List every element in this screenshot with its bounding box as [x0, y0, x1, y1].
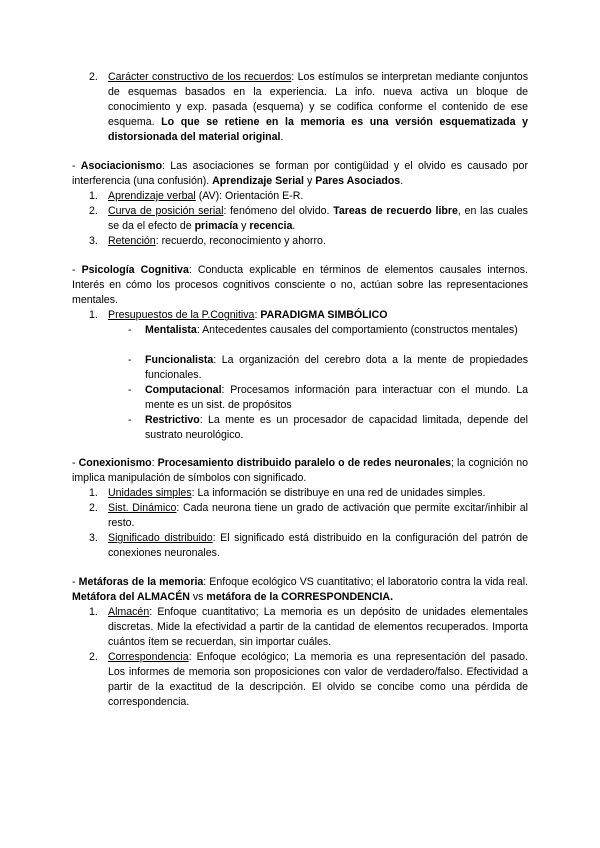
sub-item-title: Mentalista [145, 324, 197, 336]
item-bold: primacía [194, 220, 239, 232]
list-number: 1. [89, 487, 98, 499]
list-item [108, 650, 528, 710]
list-number: 2. [89, 71, 98, 83]
section-psicologia-cognitiva [72, 263, 528, 308]
list-number: 3. [89, 235, 98, 247]
item-bold: PARADIGMA SIMBÓLICO [260, 309, 388, 321]
item-title: Presupuestos de la P.Cognitiva [108, 309, 255, 321]
list-item [108, 531, 528, 561]
section-bold: metáfora de la CORRESPONDENCIA. [206, 591, 394, 603]
item-text: . [292, 220, 296, 232]
list-number: 1. [89, 190, 98, 202]
section-title: Psicología Cognitiva [81, 264, 189, 276]
item-text: (AV): Orientación E-R. [195, 190, 304, 202]
section-text: y [304, 175, 316, 187]
item-title: Significado distribuido [108, 532, 213, 544]
list-number: 1. [89, 309, 98, 321]
bullet-dash: - [128, 384, 132, 396]
item-title: Correspondencia [108, 651, 189, 663]
item-text: : Cada neurona tiene un grado de activación que permite excitar/inhibir al resto. [108, 502, 529, 529]
list-number: 3. [89, 532, 98, 544]
bullet-dash: - [128, 414, 132, 426]
list-item [108, 486, 528, 501]
item-text: : El significado está distribuido en la configuración del patrón de conexiones neuronales. [108, 532, 528, 559]
list-number: 2. [89, 651, 98, 663]
section-title: Asociacionismo [80, 160, 163, 172]
item-title: Almacén [108, 606, 150, 618]
list-item [108, 605, 528, 650]
item-bold: Tareas de recuerdo libre [333, 205, 458, 217]
item-text: : Los estímulos se interpretan mediante conjuntos de esquemas basados en la experiencia. La info. nueva activa un bloque de conocimiento y exp. pasada (esquema) y se codifica conforme el contenido de ese esquema. [108, 71, 528, 128]
item-text: : recuerdo, reconocimiento y ahorro. [155, 235, 326, 247]
section-text: : Enfoque ecológico VS cuantitativo; el laboratorio contra la vida real. [203, 576, 528, 588]
list-item-caracter-constructivo [108, 70, 528, 145]
list-item [108, 189, 528, 204]
sub-item-mentalista [145, 323, 528, 338]
list-number: 2. [89, 502, 98, 514]
item-text: : [254, 309, 261, 321]
item-text: : Enfoque cuantitativo; La memoria es un depósito de unidades elementales discretas. Mide la efectividad a partir de la cantidad de elementos recuperados. Importa cuántos ítem se recuerdan, sin importar cuáles. [108, 606, 528, 648]
list-item [108, 204, 528, 234]
bullet-dash: - [128, 324, 132, 336]
item-text: : La información se distribuye en una red de unidades simples. [191, 487, 486, 499]
section-bold: Metáfora del ALMACÉN [72, 591, 190, 603]
section-title: Conexionismo [78, 457, 152, 469]
section-text: ; la cognición no implica manipulación de símbolos con significado. [72, 457, 528, 484]
section-title: Metáforas de la memoria [78, 576, 204, 588]
section-bold: Aprendizaje Serial [212, 175, 305, 187]
sub-item-title: Funcionalista [145, 354, 214, 366]
item-text: , en las cuales se da el efecto de [108, 205, 528, 232]
section-conexionismo [72, 456, 528, 486]
section-text: vs [189, 591, 207, 603]
sub-item-text: : La mente es un procesador de capacidad limitada, depende del sustrato neurológico. [145, 414, 528, 441]
item-title: Aprendizaje verbal [108, 190, 196, 202]
section-text: : [151, 457, 158, 469]
item-text: . [280, 131, 284, 143]
sub-item-computacional [145, 383, 528, 413]
item-title: Unidades simples [108, 487, 192, 499]
list-item [108, 234, 528, 249]
dash: - [72, 576, 79, 588]
dash: - [72, 264, 82, 276]
item-title: Carácter constructivo de los recuerdos [108, 71, 292, 83]
section-bold: Procesamiento distribuido paralelo o de redes neuronales [157, 457, 452, 469]
sub-item-restrictivo [145, 413, 528, 443]
section-asociacionismo [72, 159, 528, 189]
section-text: . [400, 175, 404, 187]
sub-item-text: : Antecedentes causales del comportamiento (constructos mentales) [196, 324, 518, 336]
item-title: Curva de posición serial [108, 205, 224, 217]
section-metaforas-memoria [72, 575, 528, 605]
section-bold: Pares Asociados [315, 175, 401, 187]
dash: - [72, 457, 79, 469]
sub-item-funcionalista [145, 353, 528, 383]
sub-item-text: : La organización del cerebro dota a la mente de propiedades funcionales. [145, 354, 528, 381]
bullet-dash: - [128, 354, 132, 366]
item-bold-text: Lo que se retiene en la memoria es una versión esquematizada y distorsionada del material original [108, 116, 528, 143]
dash: - [72, 160, 81, 172]
list-number: 2. [89, 205, 98, 217]
list-item [108, 308, 528, 323]
item-text: : fenómeno del olvido. [223, 205, 334, 217]
item-bold: recencia [249, 220, 293, 232]
item-text: : Enfoque ecológico; La memoria es una representación del pasado. Los informes de memoria son proposiciones con valor de verdadero/falso. Efectividad a partir de la exactitud de la descripción. El olvido se concibe como una pérdida de correspondencia. [108, 651, 528, 708]
list-number: 1. [89, 606, 98, 618]
item-title: Sist. Dinámico [108, 502, 177, 514]
sub-item-text: : Procesamos información para interactuar con el mundo. La mente es un sist. de propósitos [145, 384, 528, 411]
item-text: y [238, 220, 250, 232]
list-item [108, 501, 528, 531]
section-text: : Las asociaciones se forman por contigüidad y el olvido es causado por interferencia (una confusión). [72, 160, 528, 187]
item-title: Retención [108, 235, 156, 247]
sub-item-title: Restrictivo [145, 414, 200, 426]
section-text: : Conducta explicable en términos de elementos causales internos. Interés en cómo los procesos cognitivos consciente o no, actúan sobre las representaciones mentales. [72, 264, 528, 306]
sub-item-title: Computacional [145, 384, 222, 396]
